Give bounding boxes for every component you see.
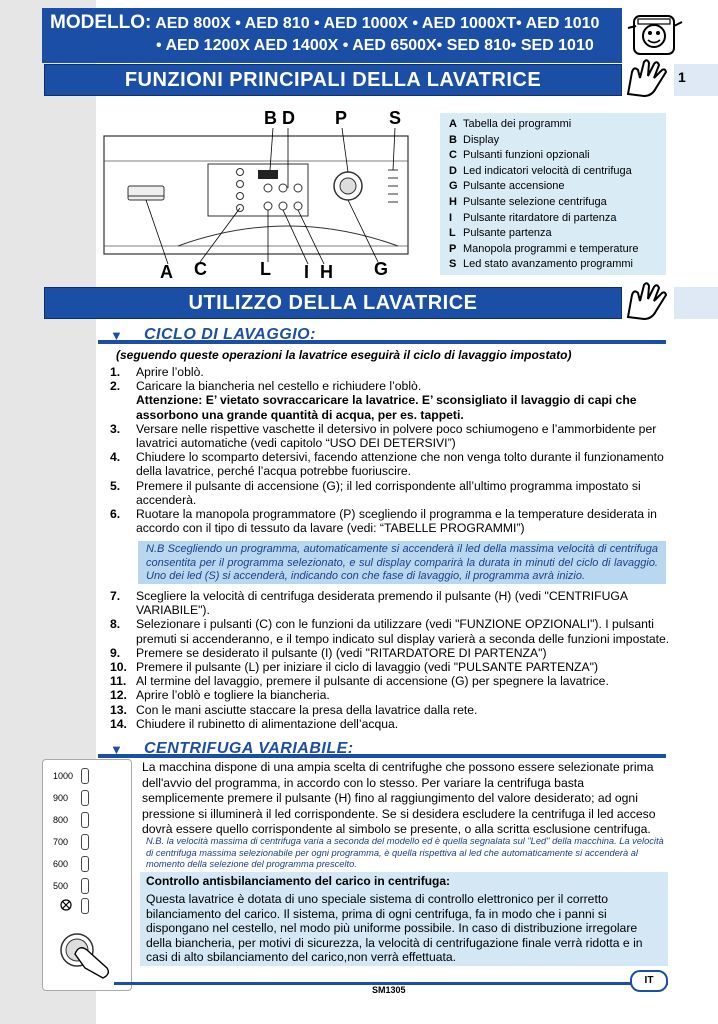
diagram-label-i: I <box>304 262 310 282</box>
balance-control-title: Controllo antisbilanciamento del carico in centrifuga: <box>146 874 451 888</box>
step-text: Scegliere la velocità di centrifuga desiderata premendo il pulsante (H) (vedi "CENTRIFUGA VARIABILE"). <box>136 589 628 618</box>
hand-icon <box>622 58 674 98</box>
legend-key: B <box>449 133 457 146</box>
legend-key: D <box>449 164 457 177</box>
list-item <box>110 674 670 688</box>
legend-item <box>449 117 666 133</box>
title-tab-stripe <box>674 287 718 319</box>
legend-key: H <box>449 195 457 208</box>
legend-text: Pulsante selezione centrifuga <box>463 195 607 208</box>
diagram-label-c: C <box>194 259 207 279</box>
no-spin-icon <box>59 898 73 912</box>
legend-item <box>449 242 666 258</box>
step-text: Chiudere il rubinetto di alimentazione dell’acqua. <box>136 716 399 731</box>
step-number: 9. <box>110 645 121 660</box>
legend-item <box>449 257 666 273</box>
balance-control-box <box>140 872 668 966</box>
speed-label: 700 <box>53 837 69 847</box>
step-text: Premere il pulsante (L) per iniziare il ciclo di lavaggio (vedi "PULSANTE PARTENZA") <box>136 660 599 675</box>
subsection-ciclo-title: CICLO DI LAVAGGIO: <box>144 326 316 343</box>
step-number: 6. <box>110 507 121 522</box>
speed-label: 900 <box>53 793 69 803</box>
model-header <box>42 8 622 63</box>
step-text: Caricare la biancheria nel cestello e richiudere l’oblò. <box>136 379 422 394</box>
list-item <box>110 450 670 478</box>
nb-note: N.B Scegliendo un programma, automaticamente si accenderà il led della massima velocità di centrifuga consentita per il programma selezionato, e sul display comparirà la durata in minuti del ciclo di lavaggio. Uno dei led (S) si accenderà, indicando con che fase di lavaggio, il programma avrà inizio. <box>138 541 666 584</box>
diagram-label-s: S <box>389 108 402 128</box>
language-badge: IT <box>630 970 668 992</box>
legend-key: P <box>449 242 457 255</box>
legend-item <box>449 211 666 227</box>
step-number: 2. <box>110 379 121 394</box>
diagram-label-l: L <box>260 259 271 279</box>
speed-led <box>81 898 89 914</box>
step-number: 14. <box>110 716 127 731</box>
step-text: Versare nelle rispettive vaschette il detersivo in polvere poco schiumogeno e l’ammorbidente per lavatrici automatiche (vedi capitolo “USO DEI DETERSIVI”) <box>136 421 657 451</box>
legend-key: A <box>449 118 457 130</box>
speed-label: 500 <box>53 881 69 891</box>
legend-key: G <box>449 180 458 193</box>
subsection-centrifuga-header <box>98 741 666 758</box>
step-number: 3. <box>110 421 121 436</box>
diagram-label-b: B <box>264 108 277 128</box>
spin-speed-panel <box>42 759 132 991</box>
speed-led <box>81 878 89 894</box>
hand-icon <box>622 281 674 321</box>
models-list-2: • AED 1200X AED 1400X • AED 6500X• SED 810• SED 1010 <box>156 37 594 54</box>
list-item <box>110 365 670 379</box>
legend-item <box>449 164 666 180</box>
step-text: Aprire l’oblò. <box>136 365 204 379</box>
step-text: Al termine del lavaggio, premere il pulsante di accensione (G) per spegnere la lavatrice. <box>136 674 609 689</box>
ciclo-intro: (seguendo queste operazioni la lavatrice eseguirà il ciclo di lavaggio impostato) <box>116 348 572 362</box>
functions-legend <box>440 113 666 275</box>
diagram-label-g: G <box>374 259 389 279</box>
legend-text: Pulsante accensione <box>463 180 565 193</box>
triangle-down-icon: ▼ <box>110 328 123 343</box>
list-item <box>110 717 670 731</box>
diagram-label-d: D <box>282 108 295 128</box>
step-body <box>136 379 670 422</box>
model-line-1 <box>50 12 599 34</box>
speed-label: 600 <box>53 859 69 869</box>
legend-text: Led indicatori velocità di centrifuga <box>463 164 632 177</box>
step-text: Aprire l’oblò e togliere la biancheria. <box>136 688 330 703</box>
step-number: 5. <box>110 478 121 493</box>
list-item <box>110 688 670 702</box>
models-list-1: AED 800X • AED 810 • AED 1000X • AED 1000XT• AED 1010 <box>155 15 600 32</box>
step-number: 4. <box>110 450 121 465</box>
diagram-label-a: A <box>160 262 173 282</box>
centrifuga-description: La macchina dispone di una ampia scelta di centrifughe che possono essere selezionate prima dell'avvio del programma, in accordo con lo stesso. Per variare la centrifuga basta semplicemente premere il pulsante (H) fino al raggiungimento del valore desiderato; ad ogni pressione si illuminerà il led corrispondente. Se si desidera escludere la centrifuga il led acceso dovrà essere quello corrispondente al simbolo se presente, o alla scritta esclusione centrifuga. <box>142 760 656 837</box>
document-code: SM1305 <box>372 985 406 995</box>
step-number: 11. <box>110 674 127 689</box>
list-item <box>110 507 670 535</box>
legend-item <box>449 133 666 149</box>
step-text: Premere se desiderato il pulsante (I) (vedi "RITARDATORE DI PARTENZA") <box>136 645 547 660</box>
list-item <box>110 660 670 674</box>
step-text: Ruotare la manopola programmatore (P) scegliendo il programma e la temperature desiderata in accordo con il tipo di tessuto da lavare (vedi: “TABELLE PROGRAMMI”) <box>136 507 657 536</box>
legend-text: Tabella dei programmi <box>463 118 572 130</box>
legend-key: S <box>449 258 457 271</box>
list-item <box>110 617 670 645</box>
list-item <box>110 646 670 660</box>
list-item <box>110 379 670 422</box>
legend-key: I <box>449 211 453 224</box>
speed-led <box>81 790 89 806</box>
legend-text: Pulsante partenza <box>463 227 552 240</box>
list-item <box>110 589 670 617</box>
centrifuga-nb-note: N.B. la velocità massima di centrifuga varia a seconda del modello ed è quella segnalata sul "Led" della macchina. La velocità di centrifuga massima selezionabile per ogni programma, è quella rispettiva al led che automaticamente si accenderà al momento della selezione del programma prescelto. <box>146 836 664 869</box>
step-text: Con le mani asciutte staccare la presa della lavatrice dalla rete. <box>136 702 478 717</box>
overload-warning: Attenzione: E’ vietato sovraccaricare la lavatrice. E’ sconsigliato il lavaggio di capi che assorbono una grande quantità di acqua, per es. tappeti. <box>136 393 637 422</box>
diagram-label-h: H <box>320 262 333 282</box>
steps-list-b <box>110 589 670 731</box>
steps-list-a <box>110 365 670 535</box>
section-title-funzioni: FUNZIONI PRINCIPALI DELLA LAVATRICE <box>44 64 622 96</box>
legend-key: C <box>449 149 457 162</box>
step-text: Selezionare i pulsanti (C) con le funzioni da utilizzare (vedi "FUNZIONE OPZIONALI"). I pulsanti premuti si accenderanno, e il tempo indicato sul display varierà a seconda delle funzioni impostate. <box>136 617 670 646</box>
speed-led <box>81 812 89 828</box>
subsection-centrifuga-title: CENTRIFUGA VARIABILE: <box>144 740 354 757</box>
balance-control-text: Questa lavatrice è dotata di uno speciale sistema di controllo elettronico per il corretto bilanciamento del carico. Il sistema, prima di ogni centrifuga, fa in modo che i panni si dispongano nel cestello, nel modo più uniforme possibile. In caso di distribuzione irregolare della biancheria, per motivi di sicurezza, la velocità di centrifugazione finale verrà ridotta e in casi di alto sbilanciamento del carico,non verrà effettuata. <box>146 892 643 964</box>
model-label: MODELLO: <box>50 12 152 33</box>
legend-text: Display <box>463 133 500 146</box>
page-number: 1 <box>678 69 686 85</box>
step-number: 8. <box>110 617 121 632</box>
diagram-label-p: P <box>335 108 348 128</box>
legend-text: Pulsante ritardatore di partenza <box>463 211 617 224</box>
step-text: Premere il pulsante di accensione (G); il led corrispondente all’ultimo programma impostato si accenderà. <box>136 478 641 507</box>
speed-led <box>81 834 89 850</box>
subsection-ciclo-header <box>98 327 666 344</box>
speed-label: 1000 <box>53 771 74 781</box>
list-item <box>110 422 670 450</box>
legend-item <box>449 179 666 195</box>
list-item <box>110 479 670 507</box>
list-item <box>110 703 670 717</box>
speed-label: 800 <box>53 815 69 825</box>
triangle-down-icon: ▼ <box>110 742 123 757</box>
legend-item <box>449 226 666 242</box>
washing-machine-mascot-icon <box>624 8 686 60</box>
control-panel-diagram <box>98 106 428 286</box>
speed-led <box>81 768 89 784</box>
step-number: 13. <box>110 702 127 717</box>
legend-item <box>449 195 666 211</box>
legend-text: Pulsanti funzioni opzionali <box>463 149 590 162</box>
legend-item <box>449 148 666 164</box>
legend-text: Led stato avanzamento programmi <box>463 258 633 271</box>
speed-led <box>81 856 89 872</box>
finger-press-button-icon <box>55 928 115 984</box>
step-text: Chiudere lo scomparto detersivi, facendo attenzione che non venga tolto durante il funzionamento della lavatrice, perché l’acqua potrebbe fuoriuscire. <box>136 450 664 479</box>
step-number: 1. <box>110 365 121 379</box>
section-title-utilizzo: UTILIZZO DELLA LAVATRICE <box>44 287 622 319</box>
legend-text: Manopola programmi e temperature <box>463 242 639 255</box>
step-number: 12. <box>110 688 127 703</box>
step-number: 7. <box>110 589 121 603</box>
legend-key: L <box>449 227 456 240</box>
step-number: 10. <box>110 660 127 675</box>
